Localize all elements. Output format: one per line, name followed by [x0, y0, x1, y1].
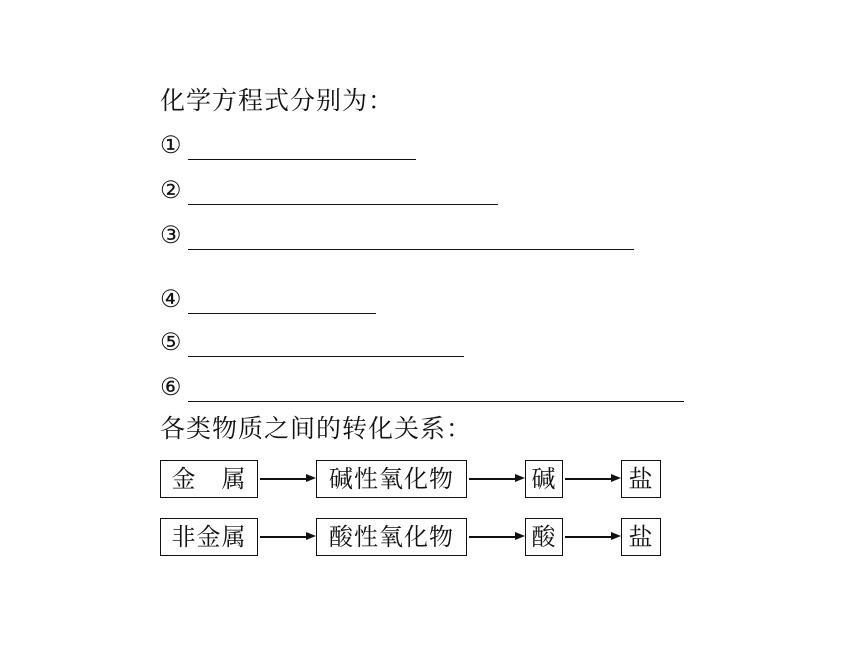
equation-blank-line[interactable] — [188, 249, 634, 250]
relations-heading: 各类物质之间的转化关系： — [160, 414, 473, 443]
equation-blank-line[interactable] — [188, 313, 376, 314]
equation-blank-line[interactable] — [188, 159, 416, 160]
salt-box: 盐 — [621, 460, 661, 498]
equation-blank-line[interactable] — [188, 204, 498, 205]
arrow-right-icon — [469, 536, 525, 538]
arrow-right-icon — [565, 536, 621, 538]
salt-box: 盐 — [621, 518, 661, 556]
equations-heading: 化学方程式分别为： — [160, 86, 395, 115]
acidic-oxide-box: 酸性氧化物 — [316, 518, 467, 556]
nonmetal-box: 非金属 — [160, 518, 258, 556]
basic-oxide-box: 碱性氧化物 — [316, 460, 467, 498]
arrow-right-icon — [565, 478, 621, 480]
equation-blank-line[interactable] — [188, 401, 684, 402]
equation-marker: ③ — [160, 221, 182, 249]
equation-marker: ④ — [160, 285, 182, 313]
metal-box: 金 属 — [160, 460, 258, 498]
base-box: 碱 — [525, 460, 563, 498]
equation-marker: ⑥ — [160, 373, 182, 401]
equation-marker: ⑤ — [160, 328, 182, 356]
arrow-right-icon — [260, 478, 316, 480]
arrow-right-icon — [260, 536, 316, 538]
equation-marker: ② — [160, 176, 182, 204]
equation-blank-line[interactable] — [188, 356, 464, 357]
equation-marker: ① — [160, 131, 182, 159]
arrow-right-icon — [469, 478, 525, 480]
acid-box: 酸 — [525, 518, 563, 556]
